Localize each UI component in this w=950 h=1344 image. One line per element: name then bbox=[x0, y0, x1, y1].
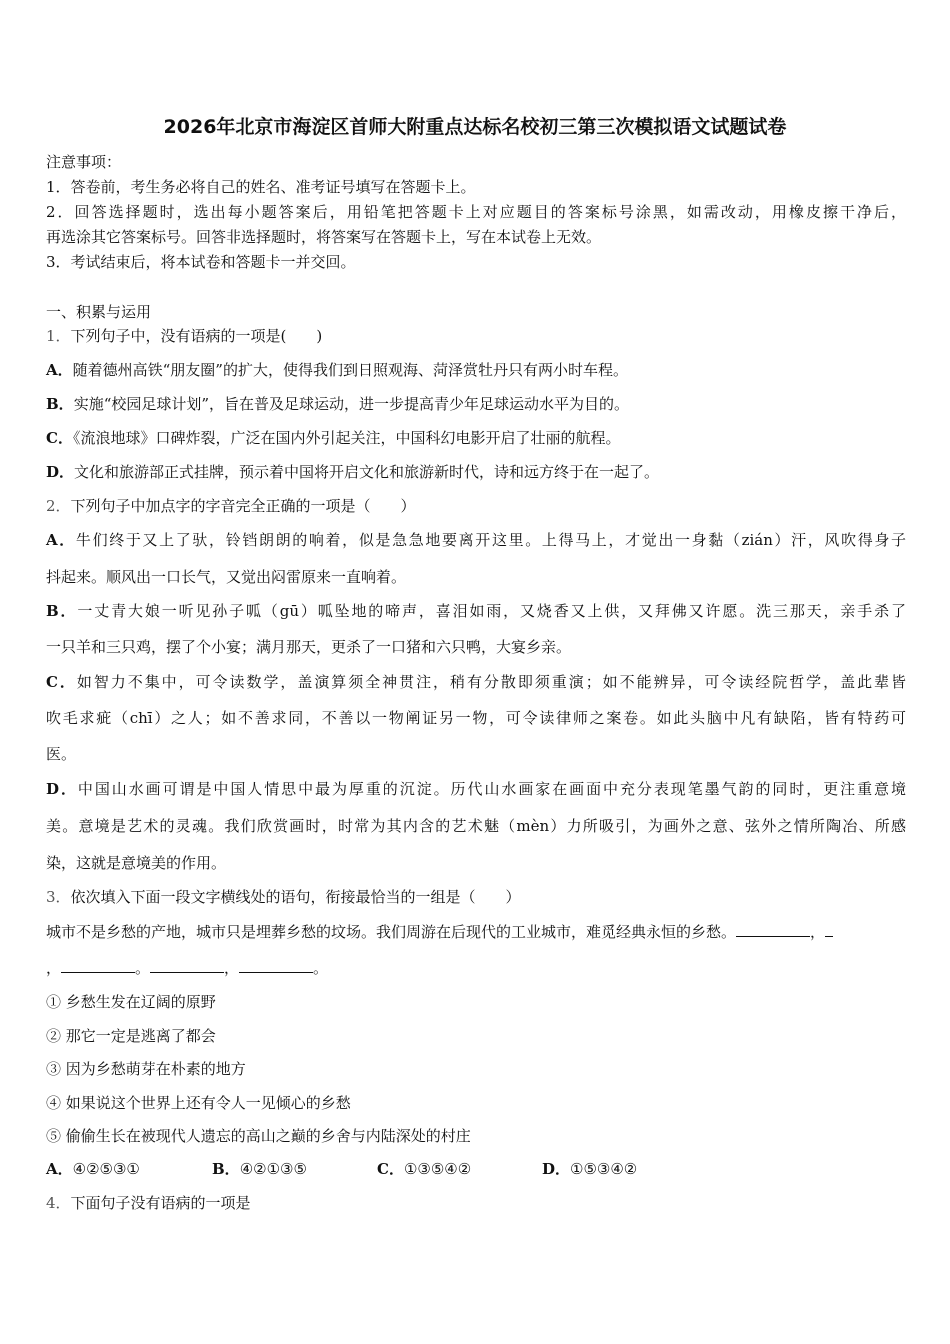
blank-3[interactable] bbox=[61, 958, 135, 973]
q3-sentence-5: ⑤ 偷偷生长在被现代人遗忘的高山之巅的乡舍与内陆深处的村庄 bbox=[46, 1127, 471, 1145]
blank-2[interactable] bbox=[825, 922, 833, 937]
q2-option-a[interactable] bbox=[46, 530, 906, 550]
q3-passage-cont bbox=[46, 958, 906, 978]
q2-option-d-cont2: 染，这就是意境美的作用。 bbox=[46, 854, 227, 872]
separator: ， bbox=[46, 959, 62, 977]
q1-option-d[interactable] bbox=[46, 462, 906, 482]
option-text: ④②⑤③① bbox=[72, 1160, 140, 1178]
q1-option-a[interactable] bbox=[46, 360, 906, 380]
notice-item-1: 1．答卷前，考生务必将自己的姓名、准考证号填写在答题卡上。 bbox=[46, 178, 476, 196]
q2-option-d-cont: 美。意境是艺术的灵魂。我们欣赏画时，时常为其内含的艺术魅（mèn）力所吸引，为画外之意、弦外之情所陶冶、所感 bbox=[46, 817, 906, 835]
option-label: C． bbox=[46, 673, 77, 691]
question-number: 1． bbox=[46, 327, 71, 345]
option-label: B． bbox=[46, 395, 74, 413]
q2-option-b[interactable] bbox=[46, 601, 906, 621]
question-text: 下列句子中加点字的字音完全正确的一项是（ ） bbox=[70, 497, 416, 515]
question-4-stem bbox=[46, 1193, 906, 1213]
section-heading: 一、积累与运用 bbox=[46, 303, 152, 321]
q3-sentence-1: ① 乡愁生发在辽阔的原野 bbox=[46, 993, 216, 1011]
option-label: A． bbox=[46, 1160, 73, 1178]
question-number: 2． bbox=[46, 497, 71, 515]
passage-text: 城市不是乡愁的产地，城市只是埋葬乡愁的坟场。我们周游在后现代的工业城市，难觅经典永恒的乡愁。 bbox=[46, 923, 737, 941]
notice-item-3: 3．考试结束后，将本试卷和答题卡一并交回。 bbox=[46, 253, 356, 271]
separator: 。 bbox=[135, 959, 151, 977]
q1-option-b[interactable] bbox=[46, 394, 906, 414]
blank-1[interactable] bbox=[736, 922, 810, 937]
option-text: 牛们终于又上了驮，铃铛朗朗的响着，似是急急地要离开这里。上得马上，才觉出一身黏（zián）汗，风吹得身子 bbox=[75, 531, 906, 549]
option-label: B． bbox=[212, 1160, 240, 1178]
q2-option-c[interactable] bbox=[46, 672, 906, 692]
option-text: 中国山水画可谓是中国人情思中最为厚重的沉淀。历代山水画家在画面中充分表现笔墨气韵的同时，更注重意境 bbox=[77, 780, 906, 798]
q2-option-c-cont2: 医。 bbox=[46, 745, 77, 763]
option-text: 实施“校园足球计划”，旨在普及足球运动，进一步提高青少年足球运动水平为目的。 bbox=[73, 395, 630, 413]
q3-passage bbox=[46, 922, 906, 942]
question-text: 依次填入下面一段文字横线处的语句，衔接最恰当的一组是（ ） bbox=[70, 888, 521, 906]
notice-item-2-cont: 再选涂其它答案标号。回答非选择题时，将答案写在答题卡上，写在本试卷上无效。 bbox=[46, 228, 602, 246]
q2-option-d[interactable] bbox=[46, 779, 906, 799]
question-number: 4． bbox=[46, 1194, 71, 1212]
option-label: B． bbox=[46, 602, 78, 620]
q3-sentence-2: ② 那它一定是逃离了都会 bbox=[46, 1027, 216, 1045]
option-text: 一丈青大娘一听见孙子呱（gū）呱坠地的啼声，喜泪如雨，又烧香又上供，又拜佛又许愿。洗三那天，亲手杀了 bbox=[77, 602, 906, 620]
q1-option-c[interactable] bbox=[46, 428, 906, 448]
q2-option-c-cont: 吹毛求疵（chī）之人；如不善求同，不善以一物阐证另一物，可令读律师之案卷。如此头脑中凡有缺陷，皆有特药可 bbox=[46, 709, 906, 727]
question-2-stem bbox=[46, 496, 906, 516]
q2-option-a-cont: 抖起来。顺风出一口长气，又觉出闷雷原来一直响着。 bbox=[46, 568, 407, 586]
option-label: D． bbox=[542, 1160, 571, 1178]
option-label: D． bbox=[46, 780, 78, 798]
blank-4[interactable] bbox=[150, 958, 224, 973]
option-text: ①⑤③④② bbox=[570, 1160, 638, 1178]
q3-option-b[interactable] bbox=[212, 1158, 307, 1179]
option-label: C． bbox=[46, 429, 73, 447]
option-text: 如智力不集中，可令读数学，盖演算须全神贯注，稍有分散即须重演；如不能辨异，可令读经院哲学，盖此辈皆 bbox=[76, 673, 906, 691]
q3-option-c[interactable] bbox=[377, 1158, 471, 1179]
blank-5[interactable] bbox=[239, 958, 313, 973]
question-3-stem bbox=[46, 887, 906, 907]
q3-option-a[interactable] bbox=[46, 1158, 140, 1179]
notice-header: 注意事项： bbox=[46, 153, 122, 171]
q2-option-b-cont: 一只羊和三只鸡，摆了个小宴；满月那天，更杀了一口猪和六只鸭，大宴乡亲。 bbox=[46, 638, 572, 656]
separator: ， bbox=[810, 923, 826, 941]
option-text: ④②①③⑤ bbox=[239, 1160, 307, 1178]
page-title: 2026年北京市海淀区首师大附重点达标名校初三第三次模拟语文试题试卷 bbox=[163, 116, 787, 138]
option-label: C． bbox=[377, 1160, 404, 1178]
question-text: 下面句子没有语病的一项是 bbox=[70, 1194, 251, 1212]
q3-sentence-3: ③ 因为乡愁萌芽在朴素的地方 bbox=[46, 1060, 246, 1078]
question-1-stem bbox=[46, 326, 906, 346]
q3-sentence-4: ④ 如果说这个世界上还有令人一见倾心的乡愁 bbox=[46, 1094, 351, 1112]
option-text: 《流浪地球》口碑炸裂，广泛在国内外引起关注，中国科幻电影开启了壮丽的航程。 bbox=[72, 429, 621, 447]
option-label: A． bbox=[46, 531, 76, 549]
option-text: 文化和旅游部正式挂牌，预示着中国将开启文化和旅游新时代，诗和远方终于在一起了。 bbox=[74, 463, 660, 481]
notice-item-2: 2．回答选择题时，选出每小题答案后，用铅笔把答题卡上对应题目的答案标号涂黑，如需改动，用橡皮擦干净后， bbox=[46, 203, 906, 221]
option-label: D． bbox=[46, 463, 75, 481]
option-text: ①③⑤④② bbox=[403, 1160, 472, 1178]
option-text: 随着德州高铁“朋友圈”的扩大，使得我们到日照观海、菏泽赏牡丹只有两小时车程。 bbox=[72, 361, 628, 379]
question-text: 下列句子中，没有语病的一项是( ) bbox=[70, 327, 323, 345]
separator: ， bbox=[224, 959, 240, 977]
separator: 。 bbox=[313, 959, 329, 977]
question-number: 3． bbox=[46, 888, 71, 906]
q3-option-d[interactable] bbox=[542, 1158, 637, 1179]
option-label: A． bbox=[46, 361, 73, 379]
